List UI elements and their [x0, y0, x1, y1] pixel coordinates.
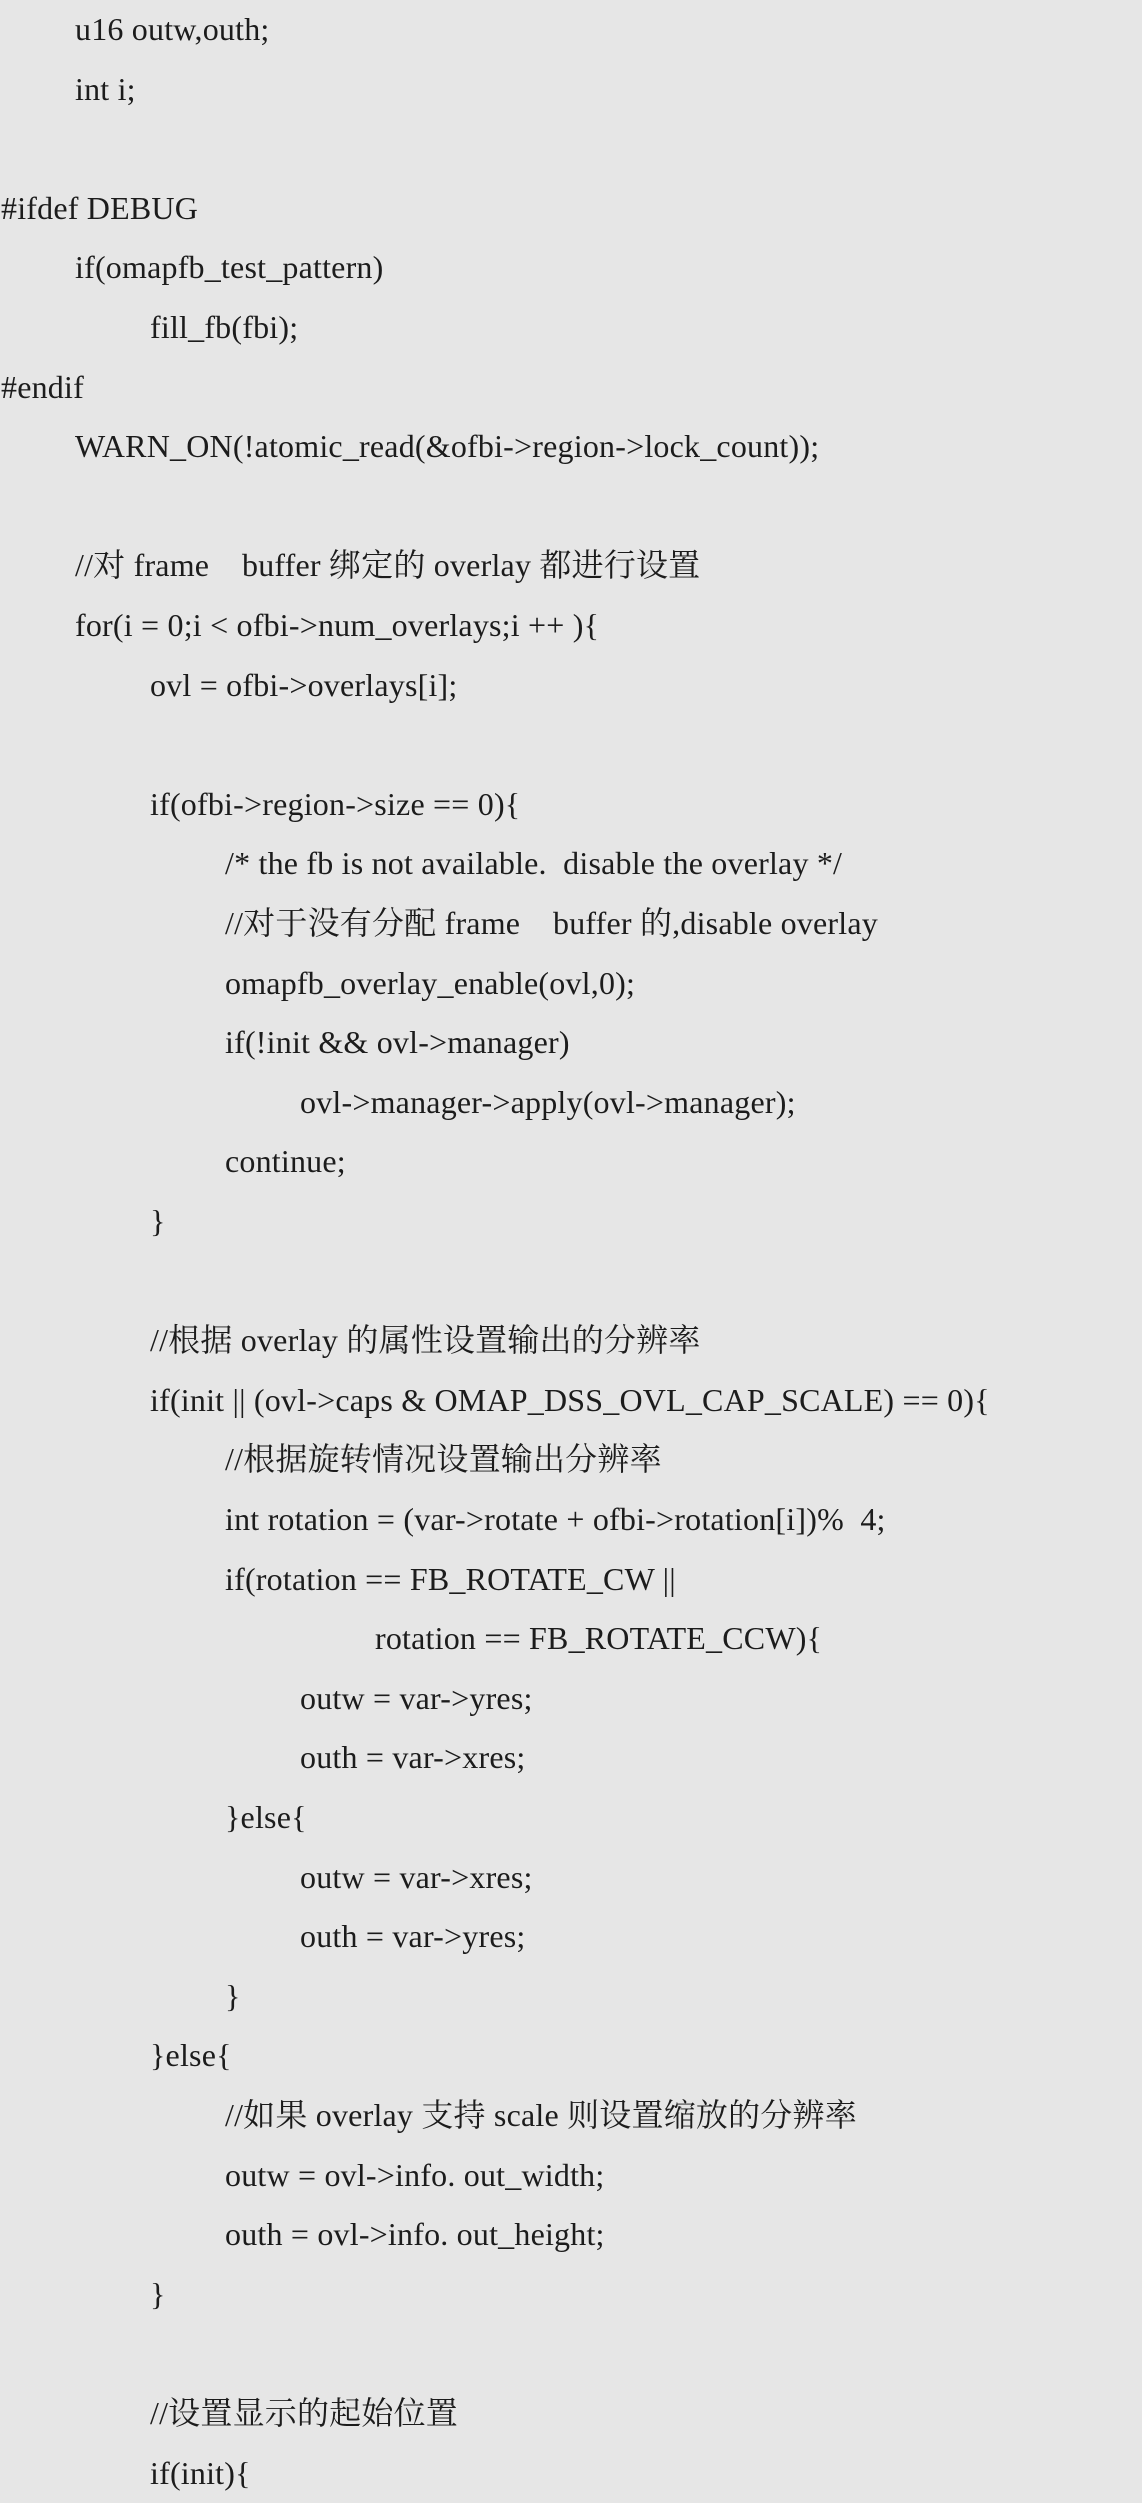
code-line: /* the fb is not available. disable the overlay */	[225, 845, 843, 882]
code-line: omapfb_overlay_enable(ovl,0);	[225, 964, 636, 1001]
code-line: //设置显示的起始位置	[150, 2395, 458, 2431]
code-line: int i;	[75, 70, 136, 107]
code-line: u16 outw,outh;	[75, 11, 270, 47]
code-line: if(init || (ovl->caps & OMAP_DSS_OVL_CAP_SCALE) == 0){	[150, 1381, 990, 1418]
code-line: ovl = ofbi->overlays[i];	[150, 666, 458, 703]
code-line: }else{	[150, 2037, 232, 2074]
code-line: if(init){	[150, 2454, 251, 2491]
code-line: if(ofbi->region->size == 0){	[150, 785, 521, 822]
code-line: continue;	[225, 1143, 346, 1180]
code-line: //根据旋转情况设置输出分辨率	[225, 1441, 662, 1478]
code-line: //对 frame buffer 绑定的 overlay 都进行设置	[75, 547, 701, 584]
code-line: }else{	[225, 1799, 307, 1835]
code-line: int rotation = (var->rotate + ofbi->rotation[i])% 4;	[225, 1501, 886, 1537]
code-line: outw = ovl->info. out_width;	[225, 2156, 605, 2193]
code-line: if(!init && ovl->manager)	[225, 1024, 570, 1061]
code-line: WARN_ON(!atomic_read(&ofbi->region->lock_count));	[75, 428, 820, 465]
code-line: }	[225, 1977, 241, 2014]
code-line: outw = var->yres;	[300, 1679, 533, 1716]
code-line: }	[150, 2275, 166, 2312]
code-line: outw = var->xres;	[300, 1858, 533, 1895]
code-line: //对于没有分配 frame buffer 的,disable overlay	[225, 905, 878, 941]
code-line: outh = ovl->info. out_height;	[225, 2216, 605, 2253]
code-line: outh = var->yres;	[300, 1918, 526, 1955]
code-line: rotation == FB_ROTATE_CCW){	[375, 1620, 823, 1657]
code-line: }	[150, 1203, 166, 1239]
code-line: if(rotation == FB_ROTATE_CW ||	[225, 1560, 676, 1597]
code-line: #endif	[1, 368, 84, 405]
code-line: #ifdef DEBUG	[1, 189, 199, 226]
code-line: //根据 overlay 的属性设置输出的分辨率	[150, 1322, 701, 1359]
code-line: for(i = 0;i < ofbi->num_overlays;i ++ ){	[75, 607, 600, 643]
code-line: //如果 overlay 支持 scale 则设置缩放的分辨率	[225, 2097, 857, 2133]
code-line: fill_fb(fbi);	[150, 309, 299, 345]
code-line: outh = var->xres;	[300, 1739, 526, 1776]
code-line: ovl->manager->apply(ovl->manager);	[300, 1083, 796, 1120]
code-line: if(omapfb_test_pattern)	[75, 249, 384, 286]
